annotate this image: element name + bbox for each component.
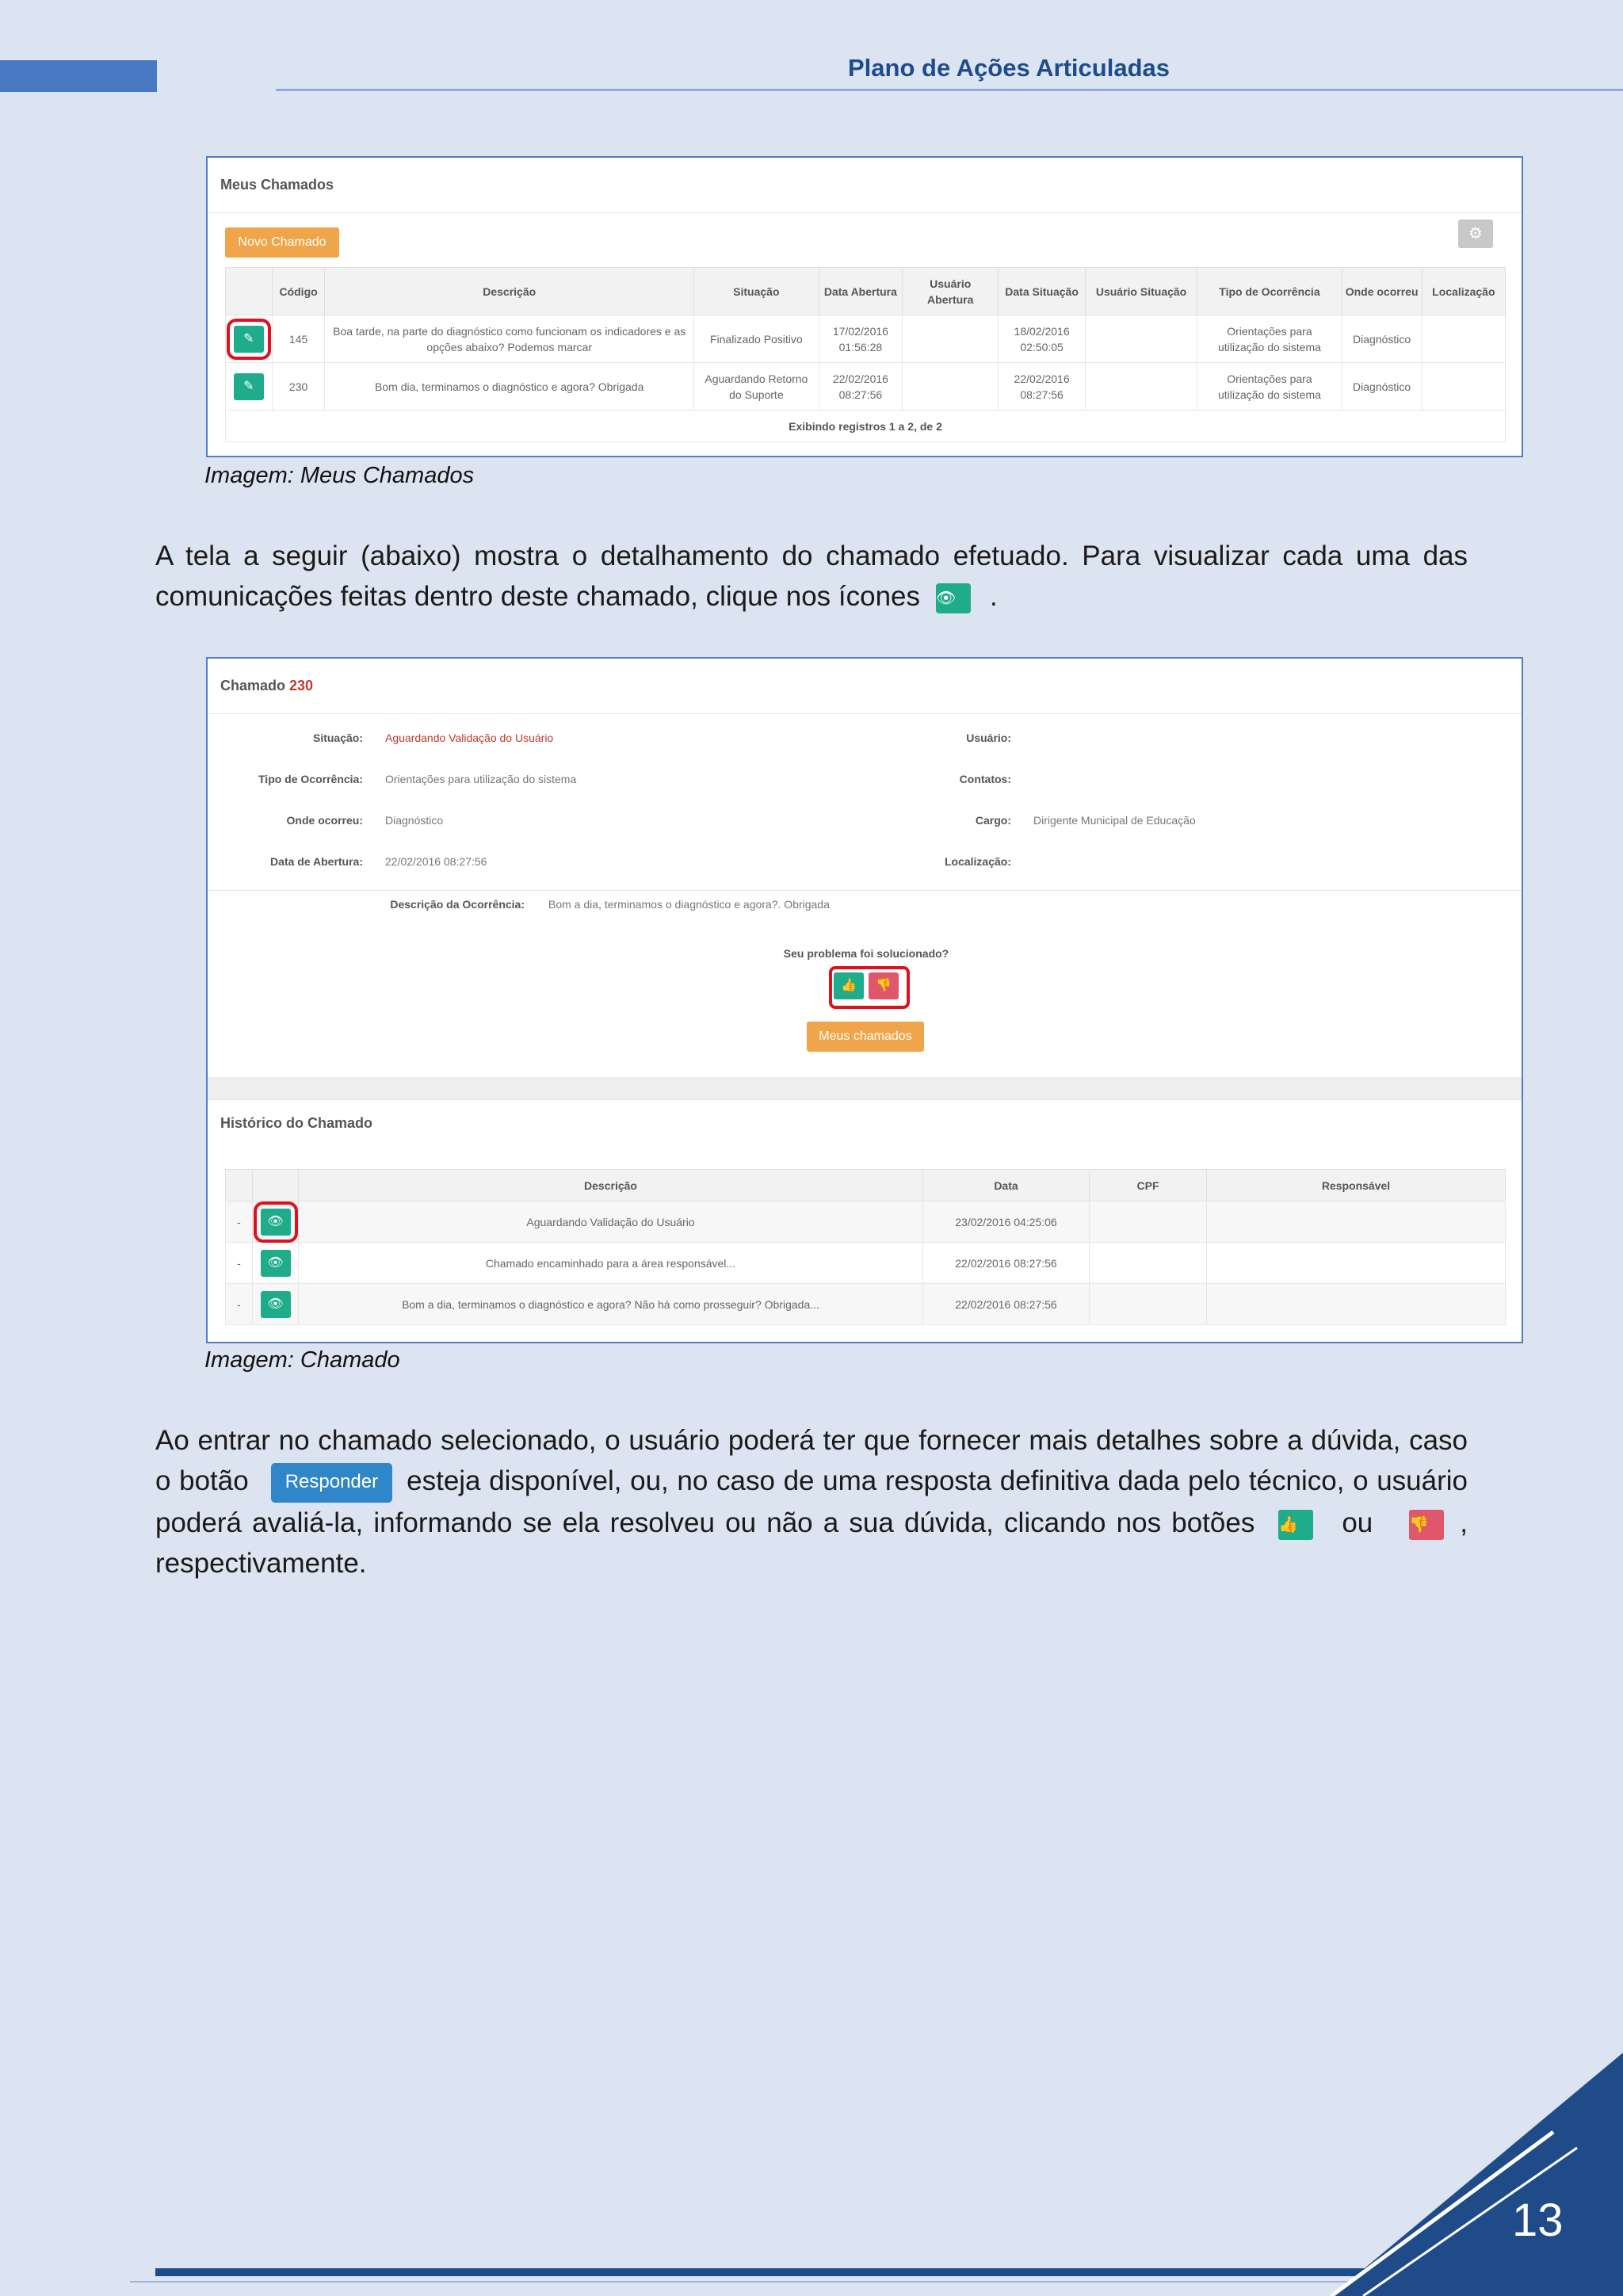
table-row — [226, 1243, 1506, 1284]
novo-chamado-button[interactable]: Novo Chamado — [225, 227, 339, 258]
page-number: 13 — [1512, 2195, 1564, 2246]
meus-chamados-button[interactable]: Meus chamados — [807, 1022, 924, 1052]
paragraph-text: esteja disponível, ou, no caso de uma resposta definitiva dada pelo técnico, o usuário poderá avaliá-la, informando se ela resolveu ou não a sua dúvida, clicando nos botões — [155, 1465, 1468, 1538]
paragraph-text: A tela a seguir (abaixo) mostra o detalhamento do chamado efetuado. Para visualizar cada uma das comunicações feitas dentro deste chamado, clique nos ícones — [155, 541, 1468, 612]
cell-status-date: 18/02/2016 02:50:05 — [999, 315, 1085, 363]
meus-chamados-screenshot — [206, 156, 1523, 457]
field-value-tipo: Orientações para utilização do sistema — [385, 773, 577, 785]
paragraph-text: , respectivamente. — [155, 1507, 1468, 1579]
cell-opened: 22/02/2016 08:27:56 — [819, 363, 902, 411]
field-value-cargo: Dirigente Municipal de Educação — [1033, 814, 1196, 827]
table-row — [226, 363, 1506, 411]
paragraph-detail — [155, 536, 1468, 617]
eye-icon[interactable]: 👁 — [261, 1209, 291, 1236]
header-rule — [276, 89, 1623, 91]
paragraph-text: Ao entrar no chamado selecionado, o usuário poderá ter que fornecer mais detalhes sobre a dúvida, caso o botão — [155, 1425, 1468, 1496]
thumbs-down-icon: 👎 — [1409, 1510, 1444, 1540]
col-usuario-abertura: Usuário Abertura — [903, 268, 999, 315]
edit-pencil-icon[interactable]: ✎ — [234, 326, 264, 353]
gear-icon[interactable]: ⚙ — [1458, 220, 1493, 248]
divider — [208, 890, 1522, 891]
field-label-localizacao: Localização: — [944, 855, 1011, 868]
cell-opened: 17/02/2016 01:56:28 — [819, 315, 902, 363]
cell-resp — [1207, 1243, 1506, 1284]
cell-status-by — [1085, 363, 1197, 411]
footer-thin-rule — [130, 2281, 1398, 2283]
col-dash — [226, 1170, 253, 1201]
field-label-descricao: Descrição da Ocorrência: — [390, 898, 525, 911]
col-actions — [253, 1170, 299, 1201]
field-label-tipo: Tipo de Ocorrência: — [258, 773, 363, 785]
cell-dash: - — [226, 1284, 253, 1325]
field-value-situacao: Aguardando Validação do Usuário — [385, 732, 554, 744]
cell-desc: Boa tarde, na parte do diagnóstico como funcionam os indicadores e as opções abaixo? Podemos marcar — [325, 315, 693, 363]
col-responsavel: Responsável — [1207, 1170, 1506, 1201]
col-data-situacao: Data Situação — [999, 268, 1085, 315]
page-corner-decoration — [1308, 2053, 1623, 2296]
field-label-contatos: Contatos: — [959, 773, 1011, 785]
field-label-cargo: Cargo: — [975, 814, 1011, 827]
history-title: Histórico do Chamado — [220, 1115, 373, 1131]
header-accent-bar — [0, 60, 157, 92]
section-separator — [208, 1077, 1522, 1099]
col-data-abertura: Data Abertura — [819, 268, 902, 315]
field-label-usuario: Usuário: — [966, 732, 1011, 744]
cell-loc — [1422, 363, 1505, 411]
cell-opened-by — [903, 315, 999, 363]
cell-resp — [1207, 1284, 1506, 1325]
cell-desc: Bom dia, terminamos o diagnóstico e agora? Obrigada — [325, 363, 693, 411]
thumbs-down-icon[interactable]: 👎 — [869, 972, 899, 999]
cell-status: Finalizado Positivo — [693, 315, 819, 363]
col-localizacao: Localização — [1422, 268, 1505, 315]
cell-date: 23/02/2016 04:25:06 — [923, 1201, 1090, 1243]
paragraph-responder — [155, 1420, 1468, 1584]
page-header-title: Plano de Ações Articuladas — [848, 54, 1170, 82]
chamado-number: 230 — [289, 678, 314, 693]
panel-title: Meus Chamados — [208, 158, 1522, 213]
cell-resp — [1207, 1201, 1506, 1243]
thumbs-up-icon: 👍 — [1278, 1510, 1313, 1540]
col-cpf: CPF — [1090, 1170, 1207, 1201]
cell-date: 22/02/2016 08:27:56 — [923, 1284, 1090, 1325]
cell-dash: - — [226, 1243, 253, 1284]
cell-desc: Aguardando Validação do Usuário — [299, 1201, 923, 1243]
cell-status-date: 22/02/2016 08:27:56 — [999, 363, 1085, 411]
eye-icon[interactable]: 👁 — [261, 1291, 291, 1318]
cell-status: Aguardando Retorno do Suporte — [693, 363, 819, 411]
caption-chamado: Imagem: Chamado — [204, 1347, 400, 1373]
eye-icon[interactable]: 👁 — [261, 1250, 291, 1277]
field-label-data-abertura: Data de Abertura: — [270, 855, 363, 868]
divider — [208, 1099, 1522, 1100]
col-actions — [226, 268, 273, 315]
cell-where: Diagnóstico — [1342, 315, 1422, 363]
field-label-situacao: Situação: — [312, 732, 363, 744]
paragraph-text: ou — [1342, 1507, 1373, 1538]
cell-cpf — [1090, 1284, 1207, 1325]
col-situacao: Situação — [693, 268, 819, 315]
table-row — [226, 1201, 1506, 1243]
footer-rule — [155, 2268, 1392, 2276]
col-descricao: Descrição — [325, 268, 693, 315]
solved-question: Seu problema foi solucionado? — [783, 947, 949, 960]
caption-meus-chamados: Imagem: Meus Chamados — [204, 463, 475, 488]
cell-opened-by — [903, 363, 999, 411]
field-label-onde: Onde ocorreu: — [286, 814, 363, 827]
col-descricao: Descrição — [299, 1170, 923, 1201]
cell-dash: - — [226, 1201, 253, 1243]
chamado-screenshot — [206, 657, 1523, 1343]
col-onde-ocorreu: Onde ocorreu — [1342, 268, 1422, 315]
responder-button: Responder — [271, 1463, 392, 1503]
table-row — [226, 1284, 1506, 1325]
cell-date: 22/02/2016 08:27:56 — [923, 1243, 1090, 1284]
history-table — [225, 1169, 1506, 1325]
field-value-data-abertura: 22/02/2016 08:27:56 — [385, 855, 487, 868]
chamados-table — [225, 267, 1506, 442]
paragraph-end: . — [990, 581, 998, 612]
eye-icon: 👁 — [936, 583, 971, 613]
thumbs-up-icon[interactable]: 👍 — [834, 972, 864, 999]
cell-desc: Bom a dia, terminamos o diagnóstico e agora? Não há como prosseguir? Obrigada... — [299, 1284, 923, 1325]
col-usuario-situacao: Usuário Situação — [1085, 268, 1197, 315]
cell-cpf — [1090, 1243, 1207, 1284]
col-codigo: Código — [272, 268, 325, 315]
cell-code: 230 — [272, 363, 325, 411]
cell-code: 145 — [272, 315, 325, 363]
table-row — [226, 315, 1506, 363]
table-pagination-info: Exibindo registros 1 a 2, de 2 — [226, 411, 1506, 442]
field-value-descricao: Bom a dia, terminamos o diagnóstico e agora?. Obrigada — [548, 898, 830, 911]
cell-cpf — [1090, 1201, 1207, 1243]
chamado-title — [208, 659, 1522, 714]
cell-where: Diagnóstico — [1342, 363, 1422, 411]
edit-pencil-icon[interactable]: ✎ — [234, 373, 264, 400]
cell-status-by — [1085, 315, 1197, 363]
col-data: Data — [923, 1170, 1090, 1201]
chamado-title-prefix: Chamado — [220, 678, 286, 693]
cell-loc — [1422, 315, 1505, 363]
cell-type: Orientações para utilização do sistema — [1197, 315, 1342, 363]
cell-type: Orientações para utilização do sistema — [1197, 363, 1342, 411]
field-value-onde: Diagnóstico — [385, 814, 444, 827]
col-tipo-ocorrencia: Tipo de Ocorrência — [1197, 268, 1342, 315]
cell-desc: Chamado encaminhado para a área responsável... — [299, 1243, 923, 1284]
